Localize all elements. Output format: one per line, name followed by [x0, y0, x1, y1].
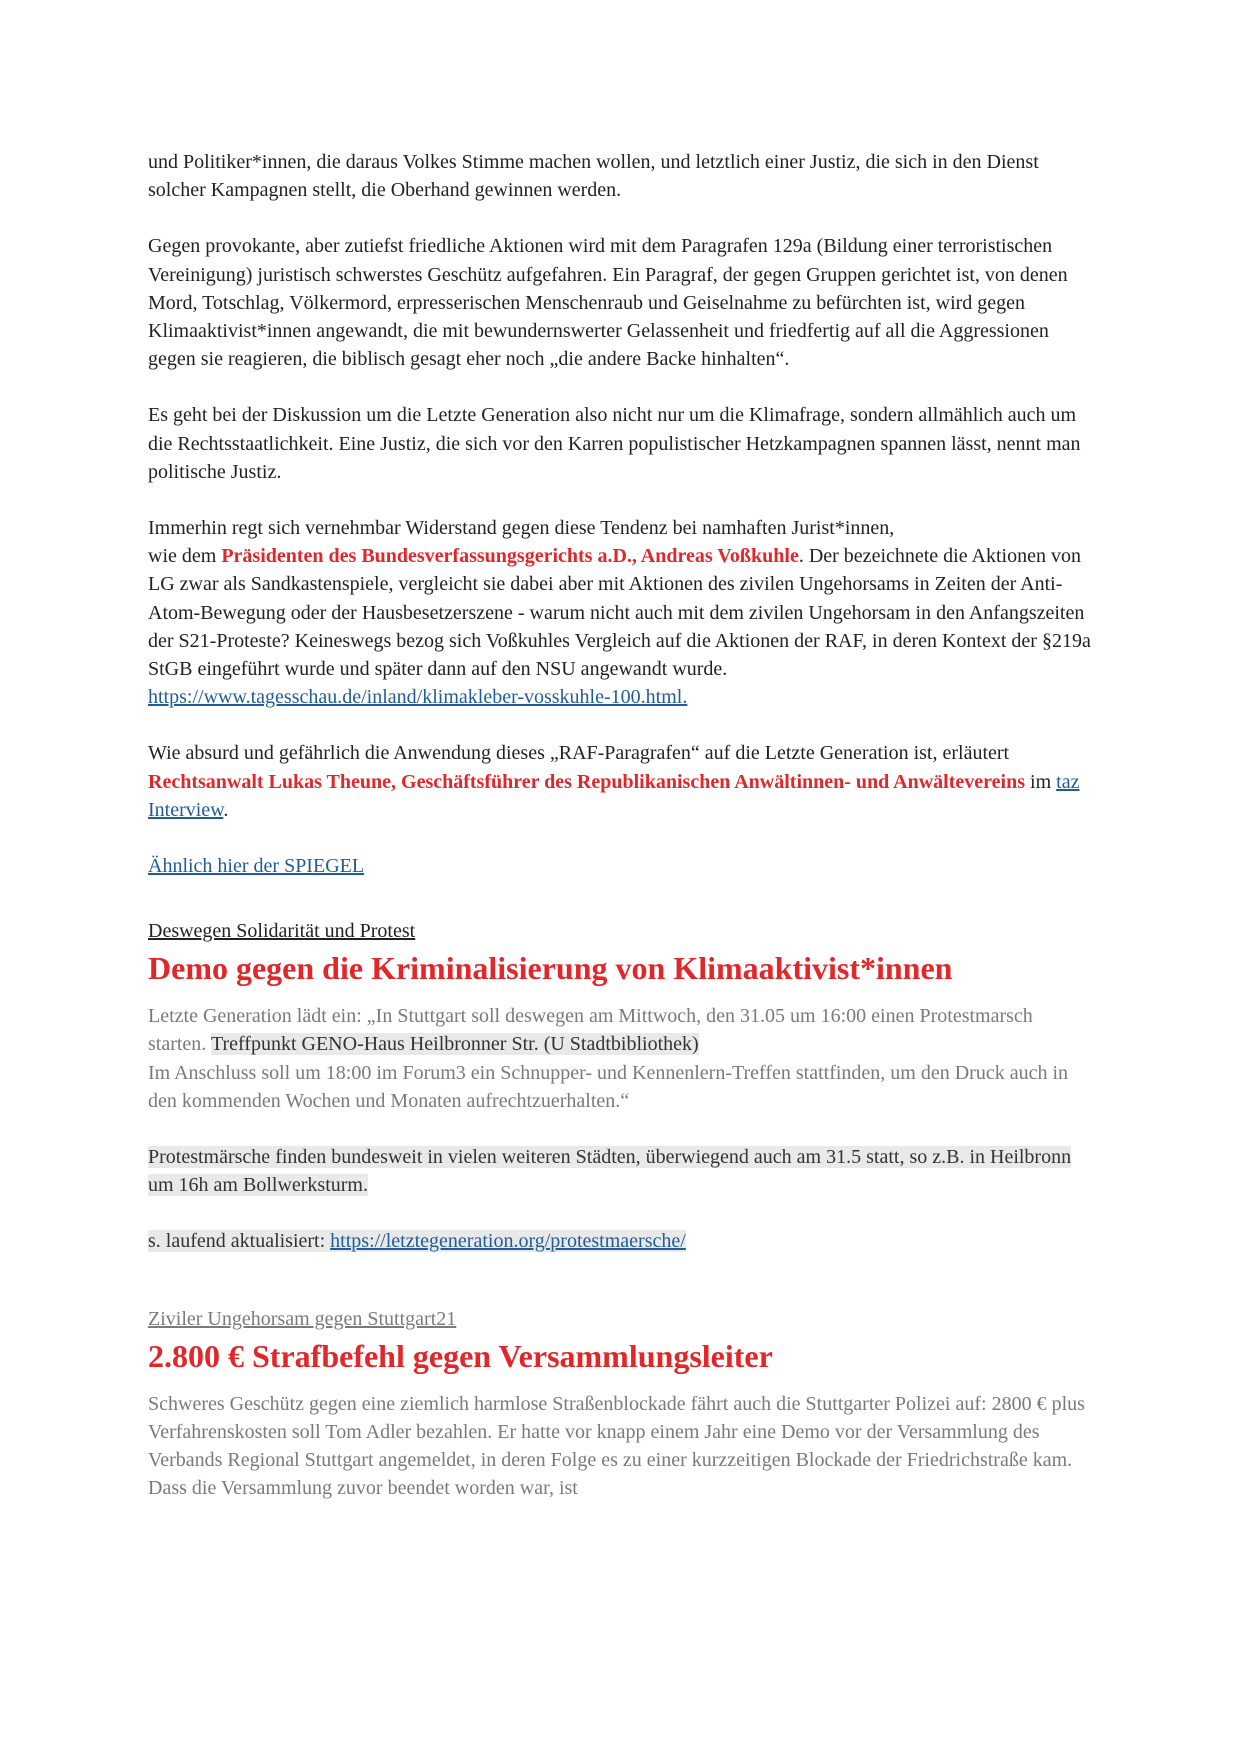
- paragraph-4: [148, 514, 1096, 711]
- vosskuhle-highlight: Präsidenten des Bundesverfassungsgerichts a.D., Andreas Voßkuhle: [221, 545, 799, 568]
- tagesschau-link[interactable]: https://www.tagesschau.de/inland/klimakleber-vosskuhle-100.html.: [148, 686, 688, 709]
- section-demo-note: [148, 1143, 1096, 1199]
- section-demo: [148, 918, 1096, 1255]
- section-demo-body-post: Im Anschluss soll um 18:00 im Forum3 ein Schnupper- und Kennenlern-Treffen stattfinden, um den Druck auch in den kommenden Wochen und Monaten aufrechtzuerhalten.“: [148, 1061, 1069, 1112]
- paragraph-5-mid: im: [1025, 770, 1057, 793]
- spiegel-link[interactable]: Ähnlich hier der SPIEGEL: [148, 855, 365, 878]
- section-demo-body-pre: Letzte Generation lädt ein: „In Stuttgart soll deswegen am Mittwoch, den 31.05 um 16:00 einen Protestmarsch starten.: [148, 1005, 1033, 1056]
- section-demo-headline: Demo gegen die Kriminalisierung von Klimaaktivist*innen: [148, 950, 953, 987]
- paragraph-5: [148, 739, 1096, 824]
- paragraph-4-line1: Immerhin regt sich vernehmbar Widerstand gegen diese Tendenz bei namhaften Jurist*innen,: [148, 517, 895, 540]
- paragraph-5-pre: Wie absurd und gefährlich die Anwendung dieses „RAF-Paragrafen“ auf die Letzte Generation ist, erläutert: [148, 742, 1010, 765]
- theune-highlight: Rechtsanwalt Lukas Theune, Geschäftsführer des Republikanischen Anwältinnen- und Anwältevereins: [148, 770, 1026, 793]
- section-demo-update: [148, 1227, 1096, 1255]
- meeting-point-highlight: Treffpunkt GENO-Haus Heilbronner Str. (U Stadtbibliothek): [210, 1033, 699, 1056]
- paragraph-3: Es geht bei der Diskussion um die Letzte Generation also nicht nur um die Klimafrage, sondern allmählich auch um die Rechtsstaatlichkeit. Eine Justiz, die sich vor den Karren populistischer Hetzkampagnen spannen lässt, nennt man politische Justiz.: [148, 404, 1081, 483]
- section-strafbefehl-headline: 2.800 € Strafbefehl gegen Versammlungsleiter: [148, 1337, 773, 1374]
- section-strafbefehl-kicker: Ziviler Ungehorsam gegen Stuttgart21: [148, 1307, 457, 1330]
- paragraph-1: und Politiker*innen, die daraus Volkes Stimme machen wollen, und letztlich einer Justiz, die sich in den Dienst solcher Kampagnen stellt, die Oberhand gewinnen werden.: [148, 151, 1039, 202]
- paragraph-5-post: .: [223, 798, 229, 821]
- section-strafbefehl: [148, 1306, 1096, 1503]
- section-strafbefehl-body: Schweres Geschütz gegen eine ziemlich harmlose Straßenblockade fährt auch die Stuttgarter Polizei auf: 2800 € plus Verfahrenskosten soll Tom Adler bezahlen. Er hatte vor knapp einem Jahr eine Demo vor der Versammlung des Verbands Regional Stuttgart angemeldet, in deren Folge es zu einer kurzzeitigen Blockade der Friedrichstraße kam. Dass die Versammlung zuvor beendet worden war, ist: [148, 1392, 1085, 1500]
- paragraph-6: [148, 852, 1096, 880]
- section-demo-kicker: Deswegen Solidarität und Protest: [148, 920, 416, 943]
- taz-interview-link[interactable]: taz Interview: [148, 770, 1080, 821]
- update-label: s. laufend aktualisiert:: [148, 1230, 331, 1253]
- document-body: [148, 148, 1096, 1503]
- section-demo-body: [148, 1002, 1096, 1115]
- protestmaersche-link[interactable]: https://letztegeneration.org/protestmaersche/: [330, 1230, 686, 1253]
- paragraph-4-pre: wie dem: [148, 545, 222, 568]
- paragraph-4-post: . Der bezeichnete die Aktionen von LG zwar als Sandkastenspiele, vergleicht sie dabei aber mit Aktionen des zivilen Ungehorsams in Zeiten der Anti-Atom-Bewegung oder der Hausbesetzerszene - warum nicht auch mit dem zivilen Ungehorsam in den Anfangszeiten der S21-Proteste? Keineswegs bezog sich Voßkuhles Vergleich auf die Aktionen der RAF, in deren Kontext der §219a StGB eingeführt wurde und später dann auf den NSU angewandt wurde.: [148, 545, 1091, 681]
- paragraph-2: Gegen provokante, aber zutiefst friedliche Aktionen wird mit dem Paragrafen 129a (Bildung einer terroristischen Vereinigung) juristisch schwerstes Geschütz aufgefahren. Ein Paragraf, der gegen Gruppen gerichtet ist, von denen Mord, Totschlag, Völkermord, erpresserischen Menschenraub und Geiselnahme zu befürchten ist, wird gegen Klimaaktivist*innen angewandt, die mit bewundernswerter Gelassenheit und friedfertig auf all die Aggressionen gegen sie reagieren, die biblisch gesagt eher noch „die andere Backe hinhalten“.: [148, 235, 1068, 371]
- protest-marches-note: Protestmärsche finden bundesweit in vielen weiteren Städten, überwiegend auch am 31.5 statt, so z.B. in Heilbronn um 16h am Bollwerksturm.: [148, 1146, 1072, 1197]
